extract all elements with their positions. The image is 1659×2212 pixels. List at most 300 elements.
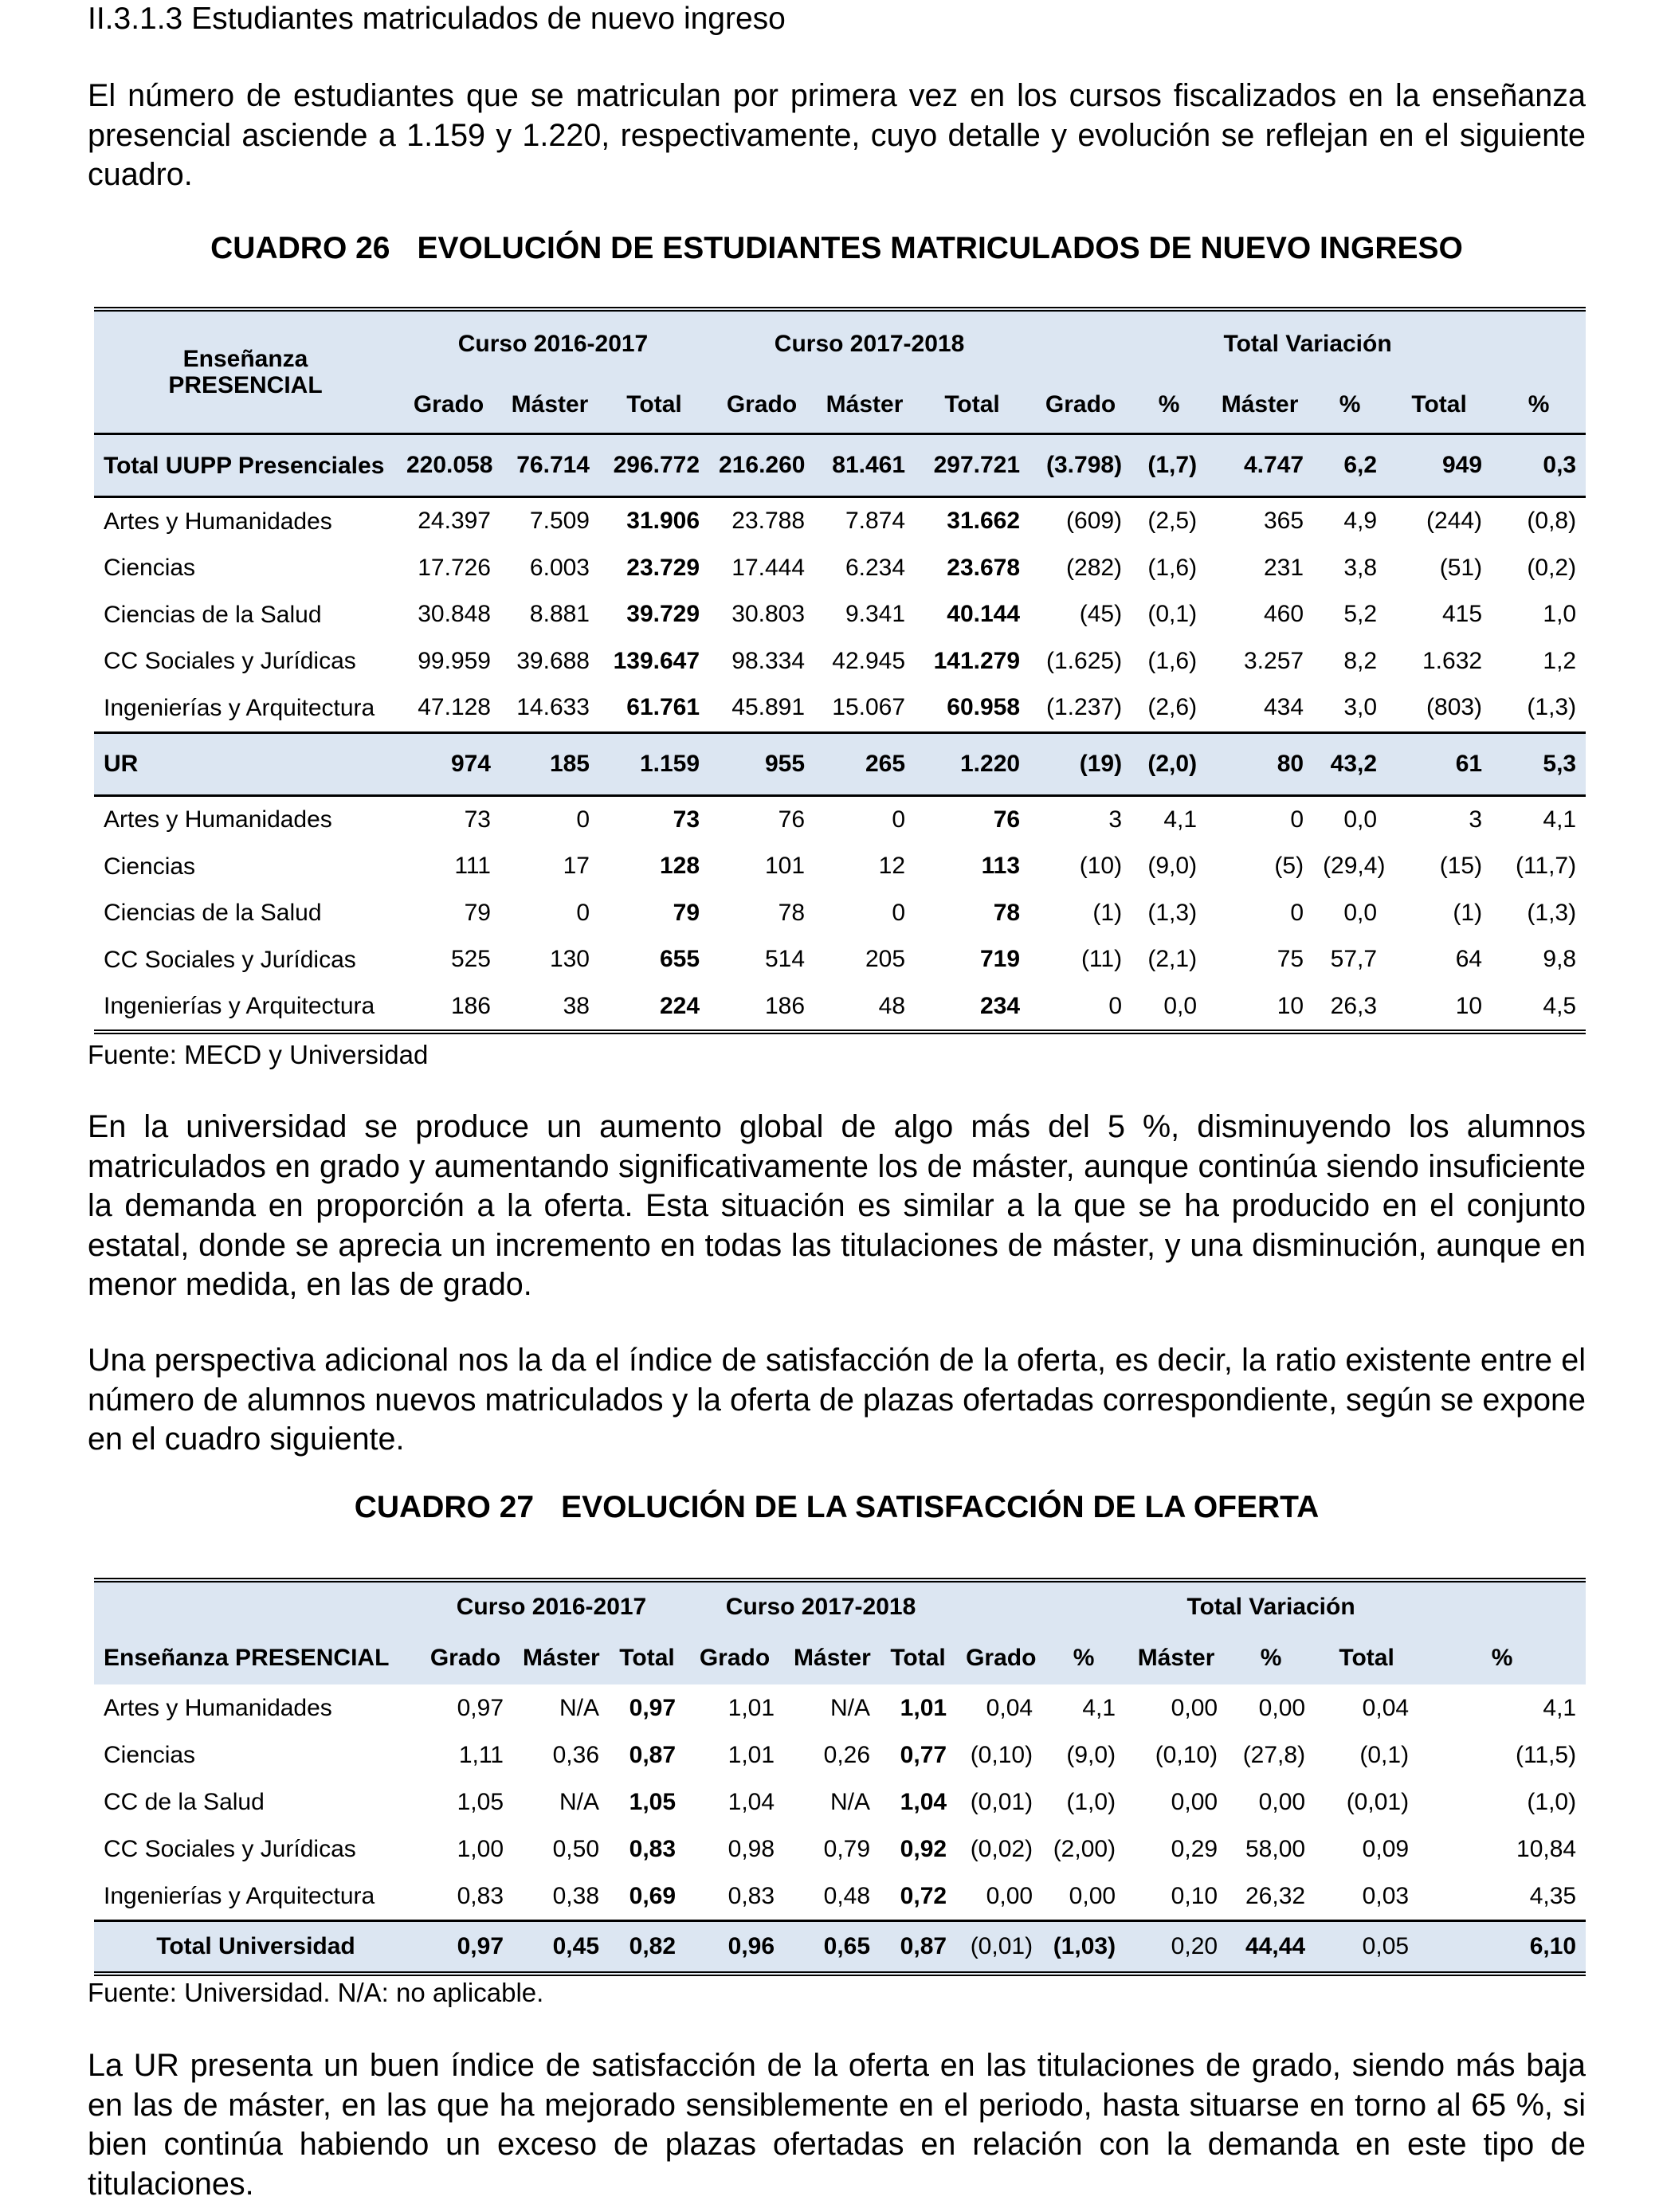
group-header-variation: Total Variación (956, 1580, 1586, 1632)
column-header: % (1131, 377, 1206, 434)
cell-value: 1,00 (457, 1835, 504, 1862)
cell-value: 5,2 (1343, 601, 1378, 628)
cell-value: 0,79 (823, 1835, 871, 1862)
group-header-2017: Curso 2017-2018 (709, 309, 1030, 377)
cell-value: 40.144 (947, 601, 1021, 628)
cell-value: 0,09 (1362, 1835, 1410, 1862)
column-header: % (1042, 1632, 1125, 1684)
cell-value: 0 (892, 806, 906, 833)
column-header: Total (915, 377, 1030, 434)
cell-value: (0,01) (970, 1788, 1033, 1815)
cell-value: 4,1 (1543, 1694, 1577, 1721)
cell-value: (244) (1426, 508, 1483, 535)
cell-value: 3,8 (1343, 554, 1378, 581)
table27-caption (88, 1490, 1586, 1525)
row-label: Ciencias de la Salud (104, 601, 322, 628)
cell-value: 655 (659, 946, 700, 973)
table-row (94, 1779, 1586, 1826)
cell-value: 60.958 (947, 694, 1021, 721)
cell-value: 26,3 (1330, 992, 1378, 1019)
cell-value: 47.128 (418, 694, 491, 721)
cell-value: 17 (563, 853, 590, 880)
cell-value: 1.220 (915, 732, 1030, 795)
cell-value: 5,3 (1492, 732, 1586, 795)
paragraph-2: En la universidad se produce un aumento global de algo más del 5 %, disminuyendo los alumnos matriculados en grado y aumentando significativamente los de máster, aunque continúa siendo insuficiente la demanda en proporción a la oferta. Esta situación es similar a la que se ha producido en el conjunto estatal, donde se aprecia un incremento en todas las titulaciones de máster, y una disminución, aunque en menor medida, en las de grado. (88, 1109, 1586, 1302)
cell-value: (0,01) (956, 1921, 1042, 1975)
cell-value: (1,0) (1527, 1788, 1577, 1815)
table-row (94, 936, 1586, 983)
cell-value: 0,77 (900, 1741, 947, 1768)
cell-value: 9.341 (845, 601, 906, 628)
subtotal-row (94, 732, 1586, 795)
cell-value: 139.647 (613, 647, 700, 674)
paragraph-4: La UR presenta un buen índice de satisfacción de la oferta en las titulaciones de grado, siendo más baja en las de máster, en las que ha mejorado sensiblemente en el periodo, hasta situarse en torno al 65 %, si bien continúa habiendo un exceso de plazas ofertadas en relación con la demanda en este tipo de titulaciones. (88, 2048, 1586, 2202)
cell-value: 0,87 (880, 1921, 956, 1975)
cell-value: 6,2 (1313, 434, 1386, 497)
cell-value: 57,7 (1330, 946, 1378, 973)
row-label: Artes y Humanidades (104, 806, 332, 833)
cell-value: 0,82 (609, 1921, 685, 1975)
table-row (94, 497, 1586, 545)
cell-value: 955 (709, 732, 814, 795)
cell-value: (1,6) (1147, 554, 1198, 581)
cell-value: 0,69 (629, 1882, 677, 1909)
group-header-2016: Curso 2016-2017 (418, 1580, 685, 1632)
cell-value: 8,2 (1343, 647, 1378, 674)
cell-value: (0,10) (970, 1741, 1033, 1768)
subtotal-row (94, 434, 1586, 497)
cell-value: 0,00 (986, 1882, 1033, 1909)
cell-value: 128 (659, 853, 700, 880)
cell-value: 76 (778, 806, 806, 833)
cell-value: 38 (563, 992, 590, 1019)
cell-value: (5) (1274, 853, 1304, 880)
row-label: UR (94, 732, 397, 795)
cell-value: (1,3) (1527, 694, 1577, 721)
cell-value: 1,01 (728, 1694, 775, 1721)
cell-value: (0,1) (1147, 601, 1198, 628)
cell-value: 185 (500, 732, 599, 795)
cell-value: 460 (1264, 601, 1304, 628)
cell-value: 0,04 (1362, 1694, 1410, 1721)
cell-value: 4,9 (1343, 508, 1378, 535)
cell-value: 186 (450, 992, 491, 1019)
cell-value: 4,1 (1082, 1694, 1116, 1721)
cell-value: 31.906 (626, 508, 700, 535)
row-label: CC de la Salud (104, 1788, 265, 1815)
total-row (94, 1921, 1586, 1975)
group-header-2016: Curso 2016-2017 (397, 309, 709, 377)
cell-value: (2,00) (1053, 1835, 1116, 1862)
cell-value: 113 (981, 853, 1021, 880)
cell-value: 0,3 (1492, 434, 1586, 497)
cell-value: (3.798) (1030, 434, 1131, 497)
corner-blank (94, 1580, 418, 1632)
cell-value: 265 (814, 732, 915, 795)
cell-value: 76.714 (500, 434, 599, 497)
group-header-2017: Curso 2017-2018 (685, 1580, 956, 1632)
cell-value: 0,04 (986, 1694, 1033, 1721)
cell-value: (0,8) (1527, 508, 1577, 535)
corner-header: Enseñanza PRESENCIAL (94, 1632, 418, 1684)
table26-caption-title: EVOLUCIÓN DE ESTUDIANTES MATRICULADOS DE NUEVO INGRESO (417, 231, 1463, 265)
cell-value: 44,44 (1227, 1921, 1315, 1975)
cell-value: (0,02) (970, 1835, 1033, 1862)
cell-value: 4.747 (1206, 434, 1313, 497)
column-header: Máster (500, 377, 599, 434)
cell-value: (1) (1092, 899, 1123, 926)
cell-value: 10 (1455, 992, 1483, 1019)
cell-value: 0,87 (629, 1741, 677, 1768)
cell-value: (9,0) (1066, 1741, 1116, 1768)
cell-value: 30.803 (731, 601, 806, 628)
cell-value: 1.632 (1422, 647, 1483, 674)
cell-value: (0,01) (1346, 1788, 1410, 1815)
row-label: CC Sociales y Jurídicas (104, 946, 356, 973)
row-label: Artes y Humanidades (104, 1694, 332, 1721)
column-header: Máster (1206, 377, 1313, 434)
cell-value: 216.260 (709, 434, 814, 497)
cell-value: 297.721 (915, 434, 1030, 497)
cell-value: 42.945 (832, 647, 906, 674)
cell-value: 415 (1442, 601, 1483, 628)
cell-value: 9,8 (1543, 946, 1577, 973)
cell-value: 73 (673, 806, 700, 833)
cell-value: 73 (464, 806, 491, 833)
cell-value: (10) (1079, 853, 1123, 880)
cell-value: 24.397 (418, 508, 491, 535)
row-label: CC Sociales y Jurídicas (104, 648, 356, 675)
column-header: Total (599, 377, 709, 434)
cell-value: 0,10 (1171, 1882, 1218, 1909)
cell-value: 6.003 (529, 554, 590, 581)
section-title: II.3.1.3 Estudiantes matriculados de nuevo ingreso (88, 2, 786, 36)
cell-value: 0,83 (629, 1835, 677, 1862)
cell-value: 0 (1108, 992, 1123, 1019)
cell-value: 0 (576, 899, 590, 926)
cell-value: (27,8) (1242, 1741, 1306, 1768)
column-header: Máster (784, 1632, 880, 1684)
table-row (94, 890, 1586, 937)
cell-value: 0,92 (900, 1835, 947, 1862)
cell-value: 0,97 (629, 1694, 677, 1721)
cell-value: 7.509 (529, 508, 590, 535)
row-label: Ciencias (104, 853, 196, 880)
cell-value: (2,6) (1147, 694, 1198, 721)
cell-value: 0,83 (728, 1882, 775, 1909)
cell-value: (45) (1079, 601, 1123, 628)
cell-value: (1,0) (1066, 1788, 1116, 1815)
cell-value: 1,2 (1543, 647, 1577, 674)
cell-value: 0,0 (1163, 992, 1198, 1019)
cell-value: 719 (980, 946, 1021, 973)
cell-value: 0,98 (728, 1835, 775, 1862)
cell-value: 0,05 (1315, 1921, 1418, 1975)
cell-value: 1,05 (629, 1788, 677, 1815)
cell-value: (282) (1066, 554, 1123, 581)
cell-value: 3 (1469, 806, 1483, 833)
cell-value: (2,0) (1131, 732, 1206, 795)
cell-value: 23.729 (626, 554, 700, 581)
column-header: % (1492, 377, 1586, 434)
cell-value: 0,83 (457, 1882, 504, 1909)
cell-value: (19) (1030, 732, 1131, 795)
cell-value: 220.058 (397, 434, 500, 497)
table-row (94, 684, 1586, 732)
cell-value: 525 (450, 946, 491, 973)
table-row (94, 983, 1586, 1033)
cell-value: 0,45 (513, 1921, 609, 1975)
cell-value: 78 (778, 899, 806, 926)
cell-value: 3,0 (1343, 694, 1378, 721)
group-header-variation: Total Variación (1030, 309, 1586, 377)
cell-value: 205 (865, 946, 906, 973)
cell-value: 101 (764, 853, 806, 880)
column-header: Grado (1030, 377, 1131, 434)
cell-value: 45.891 (731, 694, 806, 721)
cell-value: 12 (878, 853, 906, 880)
cell-value: 974 (397, 732, 500, 795)
cell-value: 1,01 (728, 1741, 775, 1768)
row-label: Total UUPP Presenciales (94, 434, 397, 497)
cell-value: 81.461 (814, 434, 915, 497)
cell-value: 1.159 (599, 732, 709, 795)
cell-value: 61 (1386, 732, 1492, 795)
column-header: Máster (1125, 1632, 1227, 1684)
cell-value: N/A (559, 1788, 599, 1815)
cell-value: 17.444 (731, 554, 806, 581)
cell-value: 39.688 (516, 647, 590, 674)
cell-value: 0,20 (1125, 1921, 1227, 1975)
intro-paragraph: El número de estudiantes que se matriculan por primera vez en los cursos fiscalizados en la enseñanza presencial asciende a 1.159 y 1.220, respectivamente, cuyo detalle y evolución se reflejan en el siguiente cuadro. (88, 78, 1586, 192)
cell-value: 30.848 (418, 601, 491, 628)
cell-value: 0,97 (457, 1694, 504, 1721)
cell-value: 0 (1290, 899, 1304, 926)
cell-value: 0 (1290, 806, 1304, 833)
cell-value: 365 (1264, 508, 1304, 535)
cell-value: 15.067 (832, 694, 906, 721)
cell-value: 10,84 (1516, 1835, 1577, 1862)
cell-value: (0,2) (1527, 554, 1577, 581)
cell-value: (609) (1066, 508, 1123, 535)
cell-value: 64 (1455, 946, 1483, 973)
cell-value: (1.625) (1046, 647, 1123, 674)
table-row (94, 591, 1586, 638)
cell-value: (0,10) (1155, 1741, 1218, 1768)
cell-value: 4,1 (1163, 806, 1198, 833)
column-header: % (1227, 1632, 1315, 1684)
table-27 (94, 1578, 1586, 1976)
cell-value: 130 (549, 946, 590, 973)
cell-value: 76 (993, 806, 1021, 833)
cell-value: N/A (830, 1694, 871, 1721)
cell-value: (11) (1081, 946, 1123, 973)
column-header: Total (880, 1632, 956, 1684)
cell-value: 10 (1277, 992, 1304, 1019)
table-row (94, 1826, 1586, 1873)
cell-value: 234 (980, 992, 1021, 1019)
column-header: Total (1386, 377, 1492, 434)
cell-value: (803) (1426, 694, 1483, 721)
table-row (94, 1873, 1586, 1921)
table-26 (94, 307, 1586, 1034)
table27-source: Fuente: Universidad. N/A: no aplicable. (88, 1978, 544, 2007)
cell-value: (15) (1439, 853, 1483, 880)
cell-value: 514 (764, 946, 806, 973)
cell-value: 78 (993, 899, 1021, 926)
cell-value: 8.881 (529, 601, 590, 628)
cell-value: 6,10 (1418, 1921, 1586, 1975)
cell-value: 0 (576, 806, 590, 833)
table-row (94, 1732, 1586, 1779)
cell-value: 23.678 (947, 554, 1021, 581)
cell-value: 0,00 (1258, 1694, 1306, 1721)
row-label: Total Universidad (94, 1921, 418, 1975)
row-label: Ciencias (104, 555, 196, 582)
cell-value: 75 (1277, 946, 1304, 973)
corner-header: Enseñanza PRESENCIAL (94, 309, 397, 434)
cell-value: 0,0 (1343, 806, 1378, 833)
row-label: Ingenierías y Arquitectura (104, 694, 375, 721)
cell-value: 4,5 (1543, 992, 1577, 1019)
cell-value: (29,4) (1323, 853, 1386, 880)
table-row (94, 545, 1586, 592)
cell-value: 0,36 (552, 1741, 599, 1768)
column-header: Grado (685, 1632, 784, 1684)
cell-value: 0,48 (823, 1882, 871, 1909)
cell-value: 434 (1264, 694, 1304, 721)
cell-value: 99.959 (418, 647, 491, 674)
cell-value: 98.334 (731, 647, 806, 674)
cell-value: (2,1) (1147, 946, 1198, 973)
table-row (94, 843, 1586, 890)
cell-value: 111 (454, 853, 491, 880)
cell-value: 0,50 (552, 1835, 599, 1862)
cell-value: 43,2 (1313, 732, 1386, 795)
cell-value: 0,00 (1069, 1882, 1116, 1909)
cell-value: 1,0 (1543, 601, 1577, 628)
cell-value: 80 (1206, 732, 1313, 795)
cell-value: 31.662 (947, 508, 1021, 535)
cell-value: N/A (559, 1694, 599, 1721)
column-header: Máster (513, 1632, 609, 1684)
cell-value: 1,01 (900, 1694, 947, 1721)
table27-caption-number: CUADRO 27 (354, 1490, 535, 1524)
cell-value: 3 (1108, 806, 1123, 833)
cell-value: 26,32 (1245, 1882, 1306, 1909)
table26-caption (88, 231, 1586, 266)
cell-value: 79 (673, 899, 700, 926)
cell-value: (1) (1453, 899, 1483, 926)
cell-value: (1,3) (1147, 899, 1198, 926)
column-header: % (1418, 1632, 1586, 1684)
cell-value: 231 (1264, 554, 1304, 581)
cell-value: (1,3) (1527, 899, 1577, 926)
cell-value: 186 (764, 992, 806, 1019)
column-header: Grado (956, 1632, 1042, 1684)
cell-value: 79 (464, 899, 491, 926)
row-label: Ciencias de la Salud (104, 900, 322, 927)
cell-value: 0 (892, 899, 906, 926)
row-label: CC Sociales y Jurídicas (104, 1835, 356, 1862)
cell-value: 1,04 (728, 1788, 775, 1815)
cell-value: 4,35 (1529, 1882, 1577, 1909)
cell-value: 3.257 (1243, 647, 1304, 674)
table-row (94, 1684, 1586, 1732)
cell-value: (1,7) (1131, 434, 1206, 497)
cell-value: (51) (1439, 554, 1483, 581)
cell-value: 7.874 (845, 508, 906, 535)
cell-value: (1.237) (1046, 694, 1123, 721)
cell-value: 0,00 (1171, 1694, 1218, 1721)
cell-value: 0,00 (1258, 1788, 1306, 1815)
cell-value: (1,03) (1042, 1921, 1125, 1975)
table-row (94, 795, 1586, 843)
cell-value: 0,00 (1171, 1788, 1218, 1815)
cell-value: (2,5) (1147, 508, 1198, 535)
cell-value: 0,03 (1362, 1882, 1410, 1909)
cell-value: 0,26 (823, 1741, 871, 1768)
cell-value: 1,04 (900, 1788, 947, 1815)
cell-value: 949 (1386, 434, 1492, 497)
table26-source: Fuente: MECD y Universidad (88, 1040, 429, 1069)
cell-value: 0,0 (1343, 899, 1378, 926)
row-label: Artes y Humanidades (104, 508, 332, 535)
column-header: Grado (709, 377, 814, 434)
cell-value: 0,38 (552, 1882, 599, 1909)
table-row (94, 638, 1586, 685)
cell-value: 141.279 (933, 647, 1021, 674)
cell-value: 0,29 (1171, 1835, 1218, 1862)
cell-value: (11,5) (1515, 1741, 1577, 1768)
cell-value: 6.234 (845, 554, 906, 581)
cell-value: 14.633 (516, 694, 590, 721)
column-header: Total (1315, 1632, 1418, 1684)
cell-value: 1,11 (458, 1741, 504, 1768)
cell-value: 0,96 (685, 1921, 784, 1975)
cell-value: 0,65 (784, 1921, 880, 1975)
cell-value: 58,00 (1245, 1835, 1306, 1862)
cell-value: (11,7) (1515, 853, 1577, 880)
column-header: Grado (397, 377, 500, 434)
cell-value: 39.729 (626, 601, 700, 628)
row-label: Ciencias (104, 1741, 196, 1768)
cell-value: 224 (659, 992, 700, 1019)
cell-value: (1,6) (1147, 647, 1198, 674)
cell-value: 23.788 (731, 508, 806, 535)
cell-value: 4,1 (1543, 806, 1577, 833)
cell-value: 17.726 (418, 554, 491, 581)
paragraph-3: Una perspectiva adicional nos la da el índice de satisfacción de la oferta, es decir, la ratio existente entre el número de alumnos nuevos matriculados y la oferta de plazas ofertadas correspondiente, según se expone en el cuadro siguiente. (88, 1343, 1586, 1457)
cell-value: 61.761 (626, 694, 700, 721)
cell-value: (9,0) (1147, 853, 1198, 880)
cell-value: 296.772 (599, 434, 709, 497)
cell-value: 0,72 (900, 1882, 947, 1909)
cell-value: 0,97 (418, 1921, 513, 1975)
row-label: Ingenierías y Arquitectura (104, 1882, 375, 1909)
column-header: Total (609, 1632, 685, 1684)
cell-value: N/A (830, 1788, 871, 1815)
cell-value: (0,1) (1359, 1741, 1410, 1768)
column-header: % (1313, 377, 1386, 434)
table26-caption-number: CUADRO 26 (210, 231, 390, 265)
table27-caption-title: EVOLUCIÓN DE LA SATISFACCIÓN DE LA OFERTA (561, 1490, 1320, 1524)
row-label: Ingenierías y Arquitectura (104, 993, 375, 1020)
cell-value: 48 (878, 992, 906, 1019)
cell-value: 1,05 (457, 1788, 504, 1815)
column-header: Máster (814, 377, 915, 434)
column-header: Grado (418, 1632, 513, 1684)
